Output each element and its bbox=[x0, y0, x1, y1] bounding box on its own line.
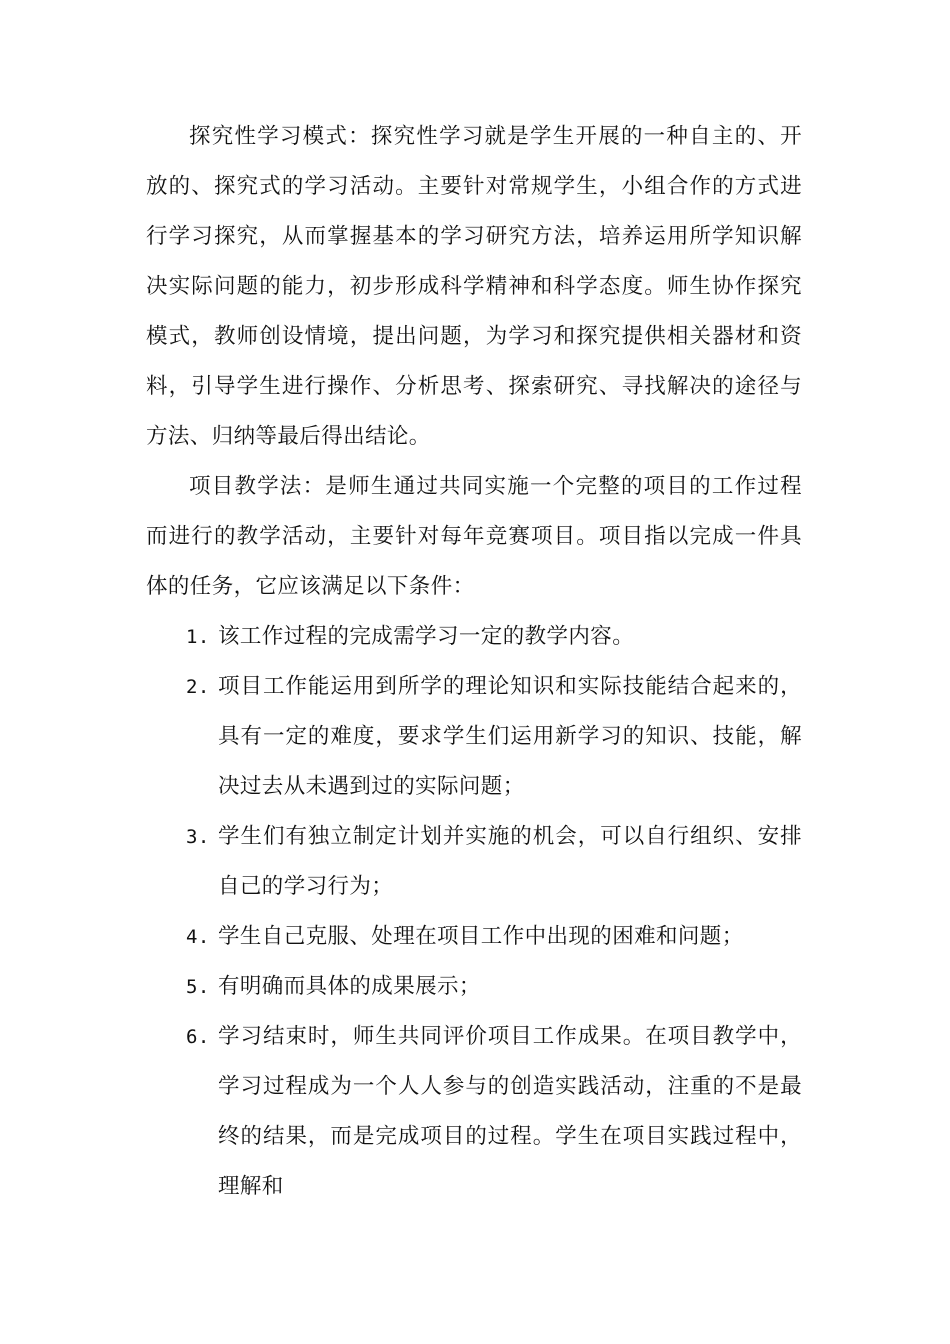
list-item-text: 该工作过程的完成需学习一定的教学内容。 bbox=[218, 624, 635, 649]
document-body bbox=[146, 112, 802, 1212]
paragraph-project-teaching: 项目教学法：是师生通过共同实施一个完整的项目的工作过程而进行的教学活动，主要针对每年竞赛项目。项目指以完成一件具体的任务，它应该满足以下条件： bbox=[146, 474, 802, 599]
list-item-number: 5. bbox=[186, 976, 210, 998]
list-item-text: 学习结束时，师生共同评价项目工作成果。在项目教学中，学习过程成为一个人人参与的创造实践活动，注重的不是最终的结果，而是完成项目的过程。学生在项目实践过程中，理解和 bbox=[218, 1024, 802, 1199]
list-item bbox=[146, 1012, 802, 1212]
list-item-text: 学生自己克服、处理在项目工作中出现的困难和问题； bbox=[218, 924, 744, 949]
list-item bbox=[146, 612, 802, 662]
list-item bbox=[146, 912, 802, 962]
list-item-text: 项目工作能运用到所学的理论知识和实际技能结合起来的，具有一定的难度，要求学生们运用新学习的知识、技能，解决过去从未遇到过的实际问题； bbox=[218, 674, 802, 799]
list-item bbox=[146, 812, 802, 912]
list-item-text: 有明确而具体的成果展示； bbox=[218, 974, 481, 999]
conditions-list bbox=[146, 612, 802, 1212]
paragraph-inquiry-learning: 探究性学习模式：探究性学习就是学生开展的一种自主的、开放的、探究式的学习活动。主要针对常规学生，小组合作的方式进行学习探究，从而掌握基本的学习研究方法，培养运用所学知识解决实际问题的能力，初步形成科学精神和科学态度。师生协作探究模式，教师创设情境，提出问题，为学习和探究提供相关器材和资料，引导学生进行操作、分析思考、探索研究、寻找解决的途径与方法、归纳等最后得出结论。 bbox=[146, 124, 802, 449]
list-item-number: 2. bbox=[186, 676, 210, 698]
list-item-number: 3. bbox=[186, 826, 210, 848]
list-item-number: 1. bbox=[186, 626, 210, 648]
list-item-text: 学生们有独立制定计划并实施的机会，可以自行组织、安排自己的学习行为； bbox=[218, 824, 802, 899]
list-item-number: 4. bbox=[186, 926, 210, 948]
list-item bbox=[146, 662, 802, 812]
list-item-number: 6. bbox=[186, 1026, 210, 1048]
list-item bbox=[146, 962, 802, 1012]
